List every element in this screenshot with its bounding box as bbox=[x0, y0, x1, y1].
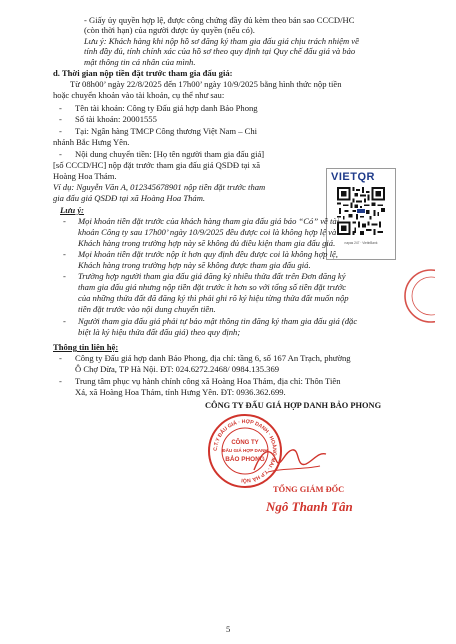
contact-center: Xá, xã Hoàng Hoa Thám, tỉnh Hưng Yên. ĐT: 0936.362.699. bbox=[75, 387, 286, 397]
list-dash: - bbox=[63, 316, 66, 326]
note-item: của những thửa đất đã đăng ký thì phải ghi rõ ký hiệu từng thửa đất muốn nộp bbox=[78, 293, 349, 303]
account-number: Số tài khoản: 20001555 bbox=[75, 114, 157, 124]
note-text: tính đầy đủ, tính chính xác của hồ sơ theo quy định tại Quy chế đấu giá và bảo bbox=[84, 46, 356, 56]
bank-branch: nhánh Bắc Hưng Yên. bbox=[53, 137, 130, 147]
contact-heading: Thông tin liên hệ: bbox=[53, 342, 119, 352]
account-name: Tên tài khoản: Công ty Đấu giá hợp danh Bảo Phong bbox=[75, 103, 258, 113]
list-dash: - bbox=[59, 149, 62, 159]
note-item: biệt là ký hiệu thửa đất đấu giá) theo quy định; bbox=[78, 327, 241, 337]
section-heading: d. Thời gian nộp tiền đặt trước tham gia đấu giá: bbox=[53, 68, 233, 78]
signer-name: Ngô Thanh Tân bbox=[266, 499, 353, 514]
note-item: Người tham gia đấu giá phải tự bảo mật thông tin đăng ký tham gia đấu giá (đặc bbox=[78, 316, 358, 326]
transfer-content: Nội dung chuyển tiền: [Họ tên người tham gia đấu giá] bbox=[75, 149, 265, 159]
example-text: gia đấu giá QSDĐ tại xã Hoàng Hoa Thám. bbox=[53, 193, 206, 203]
text-line: (còn thời hạn) của người được ủy quyền (nếu có). bbox=[84, 25, 255, 35]
seal-line: BẢO PHONG bbox=[225, 456, 265, 463]
seal-ring-text: C.T.Y ĐẤU GIÁ · HỢP DANH · HOÀNG MAI · T.P HÀ NỘI bbox=[212, 418, 278, 484]
contact-phone: Ô Chợ Dừa, TP Hà Nội. ĐT: 024.6272.2468/ 0984.135.369 bbox=[75, 364, 280, 374]
note-item: tiền đặt trước vào nội dung chuyển tiền. bbox=[78, 304, 216, 314]
note-text: mật thông tin cá nhân của mình. bbox=[84, 57, 196, 67]
list-dash: - bbox=[59, 376, 62, 386]
signer-title: TỔNG GIÁM ĐỐC bbox=[273, 485, 345, 494]
example-text: Ví dụ: Nguyễn Văn A, 012345678901 nộp tiền đặt trước tham bbox=[53, 182, 266, 192]
vietqr-logo: VIETQR bbox=[331, 171, 375, 183]
contact-company: Công ty Đấu giá hợp danh Bảo Phong, địa chỉ: tầng 6, số 167 An Trạch, phường bbox=[75, 353, 351, 363]
seal-line: ĐẤU GIÁ HỢP DANH bbox=[222, 448, 268, 453]
vietqr-footer: napas 247 · VietinBank bbox=[344, 241, 378, 245]
transfer-content: [số CCCD/HC] nộp đặt trước tham gia đấu giá QSDĐ tại xã bbox=[53, 160, 261, 170]
handwritten-signature bbox=[250, 440, 330, 480]
page-number: 5 bbox=[226, 624, 231, 634]
transfer-content: Hoàng Hoa Thám. bbox=[53, 171, 117, 181]
bullet-power-of-attorney: - Giấy ủy quyền hợp lệ, được công chứng đầy đủ kèm theo bản sao CCCD/HC bbox=[84, 15, 355, 25]
note-item: tham gia đấu giá nhưng nộp tiền đặt trước ít hơn so với tổng số tiền đặt trước bbox=[78, 282, 347, 292]
note-item: khoản Công ty sau 17h00’ ngày 10/9/2025 đều được coi là không hợp lệ và bbox=[78, 227, 337, 237]
note-item: Trường hợp người tham gia đấu giá đăng ký nhiều thửa đất trên Đơn đăng ký bbox=[78, 271, 346, 281]
bank-name: Tại: Ngân hàng TMCP Công thương Việt Nam – Chi bbox=[75, 126, 258, 136]
note-heading: Lưu ý: bbox=[60, 205, 85, 215]
company-signature-title: CÔNG TY ĐẤU GIÁ HỢP DANH BẢO PHONG bbox=[205, 401, 382, 410]
note-text: Lưu ý: Khách hàng khi nộp hồ sơ đăng ký tham gia đấu giá chịu trách nhiệm về bbox=[84, 36, 359, 46]
list-dash: - bbox=[63, 249, 66, 259]
text-line: Từ 08h00’ ngày 22/8/2025 đến 17h00’ ngày 10/9/2025 bằng hình thức nộp tiền bbox=[70, 79, 342, 89]
vietqr-card[interactable] bbox=[326, 168, 396, 260]
seal-line: CÔNG TY bbox=[231, 440, 259, 446]
list-dash: - bbox=[59, 103, 62, 113]
list-dash: - bbox=[59, 114, 62, 124]
note-item: Khách hàng trong trường hợp này sẽ không được tham gia đấu giá. bbox=[78, 260, 311, 270]
text-line: hoặc chuyển khoản vào tài khoản, cụ thể như sau: bbox=[53, 90, 225, 100]
qr-code-icon bbox=[337, 187, 385, 235]
list-dash: - bbox=[59, 353, 62, 363]
edge-stamp-fragment bbox=[389, 267, 435, 325]
contact-center: Trung tâm phục vụ hành chính công xã Hoàng Hoa Thám, địa chỉ: Thôn Tiên bbox=[75, 376, 341, 386]
note-item: Mọi khoản tiền đặt trước nộp ít hơn quy định đều được coi là không hợp lệ, bbox=[78, 249, 338, 259]
list-dash: - bbox=[63, 216, 66, 226]
list-dash: - bbox=[59, 126, 62, 136]
list-dash: - bbox=[63, 271, 66, 281]
note-item: Mọi khoản tiền đặt trước của khách hàng tham gia đấu giá báo “Có” về tài bbox=[78, 216, 340, 226]
note-item: Khách hàng trong trường hợp này sẽ không đủ điều kiện tham gia đấu giá. bbox=[78, 238, 336, 248]
